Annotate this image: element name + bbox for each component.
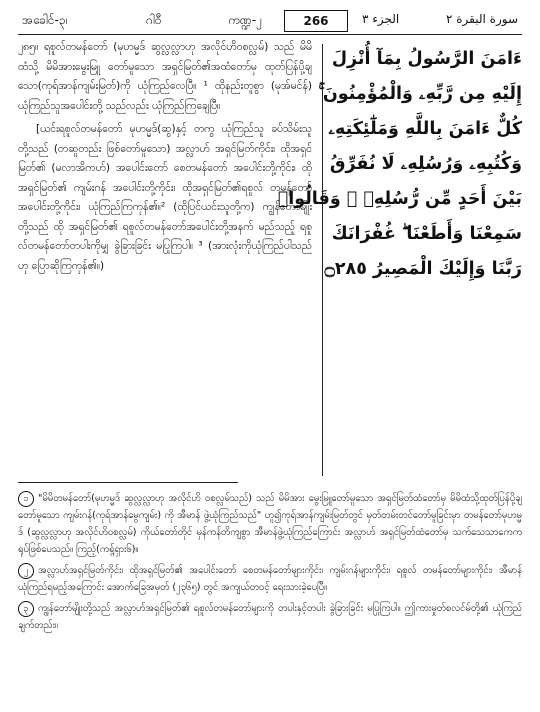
header-surah: سورة البقرة ٢ [445, 12, 518, 26]
translation-paragraph-2: [ယင်းရစူလ်တမန်တော် မုဟမ္မဒ်(ဆွ)နှင့် တကွ ယုံကြည်သူ ခပ်သိမ်းသူတို့သည် (တဆူတည်း ဖြစ်တော်မူသော) အလ္လာဟ် အရှင်မြတ်ကိုင်း၊ ထိုအရှင်မြတ်၏ (မလာအိကဟ်) အပေါင်းတော် စေတမန်တော် အပေါင်းတို့ကိုင်း၊ ထိုအရှင်မြတ်၏ ကျမ်းဂန် အပေါင်းတို့ကိုင်း၊ ထိုအရှင်မြတ်၏ရစူလ် တမန်တော် အပေါင်းတို့ကိုင်း၊ ယုံကြည်ကြကုန်၏။² (ထိုပြင်ယင်းသူတို့က) ကျွန်တော်မျိုးတို့သည် ထို အရှင်မြတ်၏ ရစူလ်တမန်တော်အပေါင်းတို့အနက် မည်သည့် ရစူလ်တမန်တော်တပါးကိုမျှ ခွဲခြားခြင်း မပြုကြပါ။ ³ (အားလုံးကိုယုံကြည်ပါသည် ဟု ပြောဆိုကြကုန်၏။) [18, 123, 312, 272]
footnotes [18, 490, 522, 638]
header-section: ကဏ္ဍ-၂ [228, 13, 263, 27]
arabic-line: سَمِعْنَا وَأَطَعْنَا ۖ غُفْرَانَكَ [331, 224, 522, 244]
main-content [18, 38, 522, 482]
translation-column [18, 38, 312, 482]
header-book: အခေါင်-၃၊ [22, 13, 68, 27]
footnote-separator [18, 482, 238, 483]
footnote-number: ၂ [18, 563, 34, 579]
footnote-number: ၃ [18, 601, 34, 617]
arabic-verse-column [277, 42, 522, 287]
arabic-line: وَكُتُبِهِۦ وَرُسُلِهِۦ لَا نُفَرِّقُ [329, 154, 522, 174]
footnote [18, 600, 522, 634]
footnote-text: ကျွန်တော်မျိုးတို့သည် အလ္လာဟ်အရှင်မြတ်၏ ရစူလ်တမန်တော်များကို တပါးနှင့်တပါး ခွဲခြားခြင်း မပြုကြပါ။ ဤကားမှုတ်စလင်မ်တို့၏ ယုံကြည်ချက်တည်း။ [18, 603, 522, 631]
translation-paragraph-1: ၂၈၅။ ရစူလ်တမန်တော် (မုဟမ္မဒ် ဆွလ္လလ္လာဟု အလိုင်ဟိဝစလ္လမ်) သည် မိမိထံသို့ မိမိအားမွေးမြူ တော်မူသော အရှင်မြတ်၏အထံတော်မှ ထုတ်ပြန်ပို့ချ သော(ကုရ်အာန်ကျမ်းမြတ်)ကို ယုံကြည်လေပြီ။ ¹ ထိုနည်းတူစွာ (မုအ်မင်န်) ယုံကြည်သူအပေါင်းတို့ သည်လည်း ယုံကြည်ကြချေပြီ။ [18, 41, 312, 112]
page-number: 266 [284, 10, 348, 32]
arabic-line: رَبَّنَا وَإِلَيْكَ الْمَصِيرُ ۝٢٨٥ [324, 259, 522, 279]
footnote [18, 490, 522, 558]
arabic-line: كُلٌّ ءَامَنَ بِاللَّهِ وَمَلَٰٓئِكَتِهِۦ [328, 119, 522, 139]
page-header [18, 10, 522, 35]
arabic-line: ءَامَنَ الرَّسُولُ بِمَآ أُنْزِلَ [331, 49, 522, 69]
footnote-text: အလ္လာဟ်အရှင်မြတ်ကိုင်း၊ ထိုအရှင်မြတ်၏ အပေါင်းတော် စေတမန်တော်များကိုင်း၊ ကျမ်းဂန်များကိုင်း၊ ရစူလ် တမန်တော်များကိုင်း၊ အီမာန် ယုံကြည်ရမည့်အကြောင်း အောက်ခြေအမှတ် (၂၃၆၅) တွင် အကျယ်တဝင့် ရေးသားခဲ့ပေပြီ။ [18, 565, 522, 593]
footnote-number: ၁ [18, 491, 34, 507]
footnote-text: "မိမိတမန်တော်(မုဟမ္မဒ် ဆွလ္လလ္လာဟု အလိုင်ဟိ ဝစလ္လမ်သည်) သည် မိမိအား မွေးမြူတော်မူသော အရှင်မြတ်ထံတော်မှ မိမိထံသို့ထုတ်ပြန်ပို့ချတော်မူသော ကျမ်းဂန်(ကုရ်အာန်မွေကျမ်း) ကို အီမာန် ဖွဲ့ယုံကြည်သည်" ဟူ၍ကုရ်အာန်ကျမ်းမြတ်တွင် မှတ်တမ်းတင်တော်မူခြင်းမှာ တမန်တော်မုဟမ္မဒ် (ဆွလ္လလ္လာဟု အလိုင်ဟိဝစလ္လမ်) ကိုယ်တော်တိုင် မှန်ကန်တိကျစွာ အီမာန်ဖွဲ့ယုံကြည်ကြောင်း အလ္လာဟ် အရှင်မြတ်ထံတော်မှ သက်သေသာကေကရုပ်ဖြစ်ပေသည်။ ကြည့်(ကရ္ဂ်ရှား၆)။ [18, 493, 522, 555]
arabic-line: إِلَيْهِ مِن رَّبِّهِۦ وَالْمُؤْمِنُونَ ۚ [318, 84, 522, 104]
footnote [18, 562, 522, 596]
header-volume: ဂါဝီ [146, 13, 162, 27]
arabic-line: بَيْنَ أَحَدٍ مِّن رُّسُلِهِۦ ۚ وَقَالُوا۟ [277, 189, 522, 209]
header-juz: الجزء ٣ [362, 12, 400, 26]
